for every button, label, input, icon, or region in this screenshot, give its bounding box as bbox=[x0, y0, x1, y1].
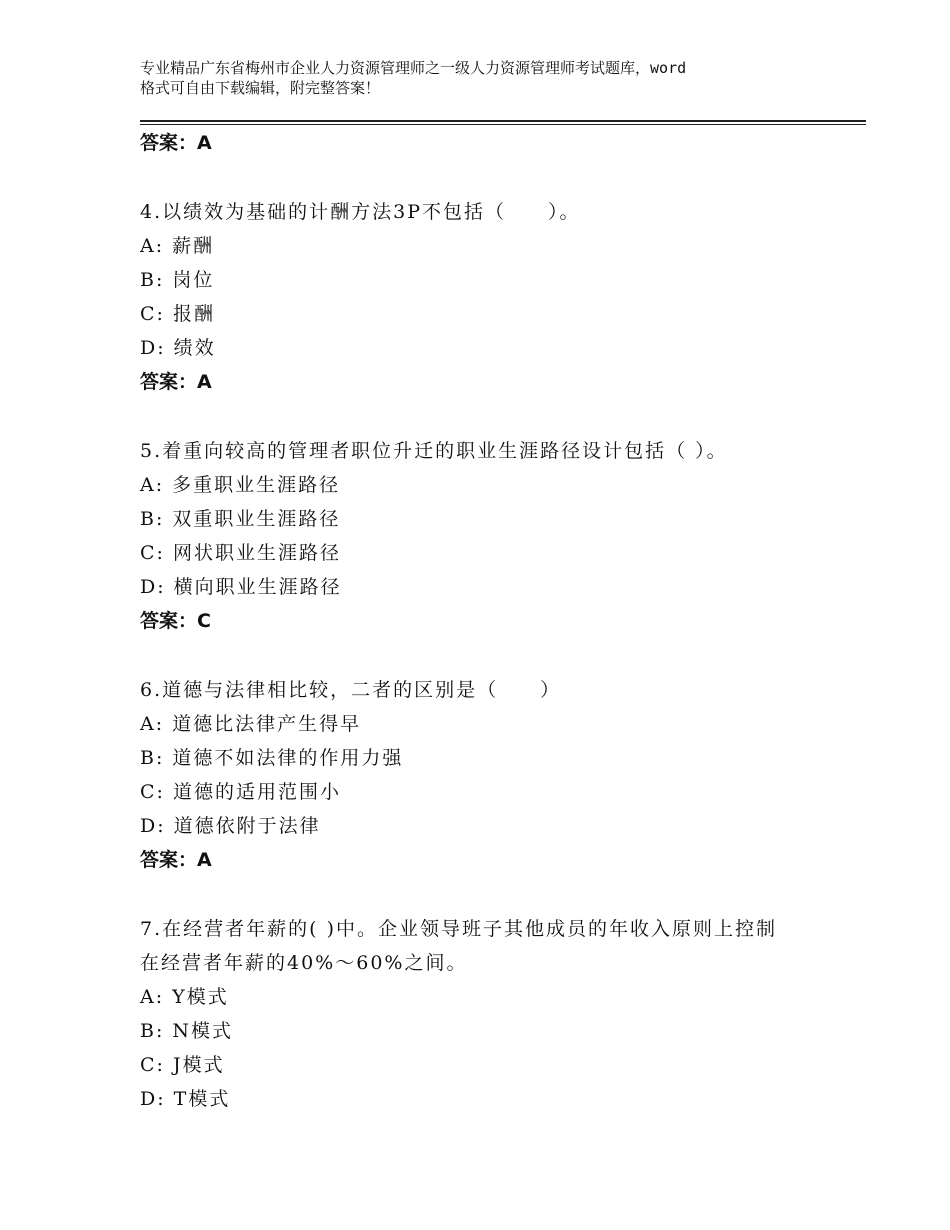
question-6-stem: 6.道德与法律相比较，二者的区别是（ ） bbox=[140, 679, 562, 701]
question-4-stem: 4.以绩效为基础的计酬方法3P不包括（ ）。 bbox=[140, 201, 581, 223]
question-5-option-d: D: 横向职业生涯路径 bbox=[140, 576, 342, 598]
header-rule-thin bbox=[140, 124, 866, 125]
question-4-option-d: D: 绩效 bbox=[140, 337, 216, 359]
question-7-option-d: D: T模式 bbox=[140, 1088, 231, 1110]
question-7-option-b: B: N模式 bbox=[140, 1020, 234, 1042]
question-4-option-b: B: 岗位 bbox=[140, 269, 215, 291]
header-line-1: 专业精品广东省梅州市企业人力资源管理师之一级人力资源管理师考试题库，word bbox=[140, 59, 687, 77]
question-4-option-a: A: 薪酬 bbox=[140, 235, 215, 257]
question-6-option-c: C: 道德的适用范围小 bbox=[140, 781, 341, 803]
question-5-option-c: C: 网状职业生涯路径 bbox=[140, 542, 341, 564]
answer-q6: 答案：A bbox=[140, 849, 212, 871]
answer-q5: 答案：C bbox=[140, 610, 211, 632]
question-6-option-d: D: 道德依附于法律 bbox=[140, 815, 321, 837]
question-5-stem: 5.着重向较高的管理者职位升迁的职业生涯路径设计包括（ ）。 bbox=[140, 440, 728, 462]
question-7-option-a: A: Y模式 bbox=[140, 986, 229, 1008]
answer-q4: 答案：A bbox=[140, 371, 212, 393]
question-6-option-a: A: 道德比法律产生得早 bbox=[140, 713, 362, 735]
header-rule-thick bbox=[140, 120, 866, 122]
question-5-option-b: B: 双重职业生涯路径 bbox=[140, 508, 341, 530]
question-7-stem-line-1: 7.在经营者年薪的( )中。企业领导班子其他成员的年收入原则上控制 bbox=[140, 918, 777, 940]
document-header bbox=[140, 58, 840, 98]
answer-q3: 答案：A bbox=[140, 132, 212, 154]
question-7-stem-line-2: 在经营者年薪的40%～60%之间。 bbox=[140, 952, 468, 974]
question-7-option-c: C: J模式 bbox=[140, 1054, 225, 1076]
question-5-option-a: A: 多重职业生涯路径 bbox=[140, 474, 341, 496]
question-4-option-c: C: 报酬 bbox=[140, 303, 215, 325]
header-line-2: 格式可自由下载编辑，附完整答案！ bbox=[140, 79, 381, 97]
question-6-option-b: B: 道德不如法律的作用力强 bbox=[140, 747, 404, 769]
